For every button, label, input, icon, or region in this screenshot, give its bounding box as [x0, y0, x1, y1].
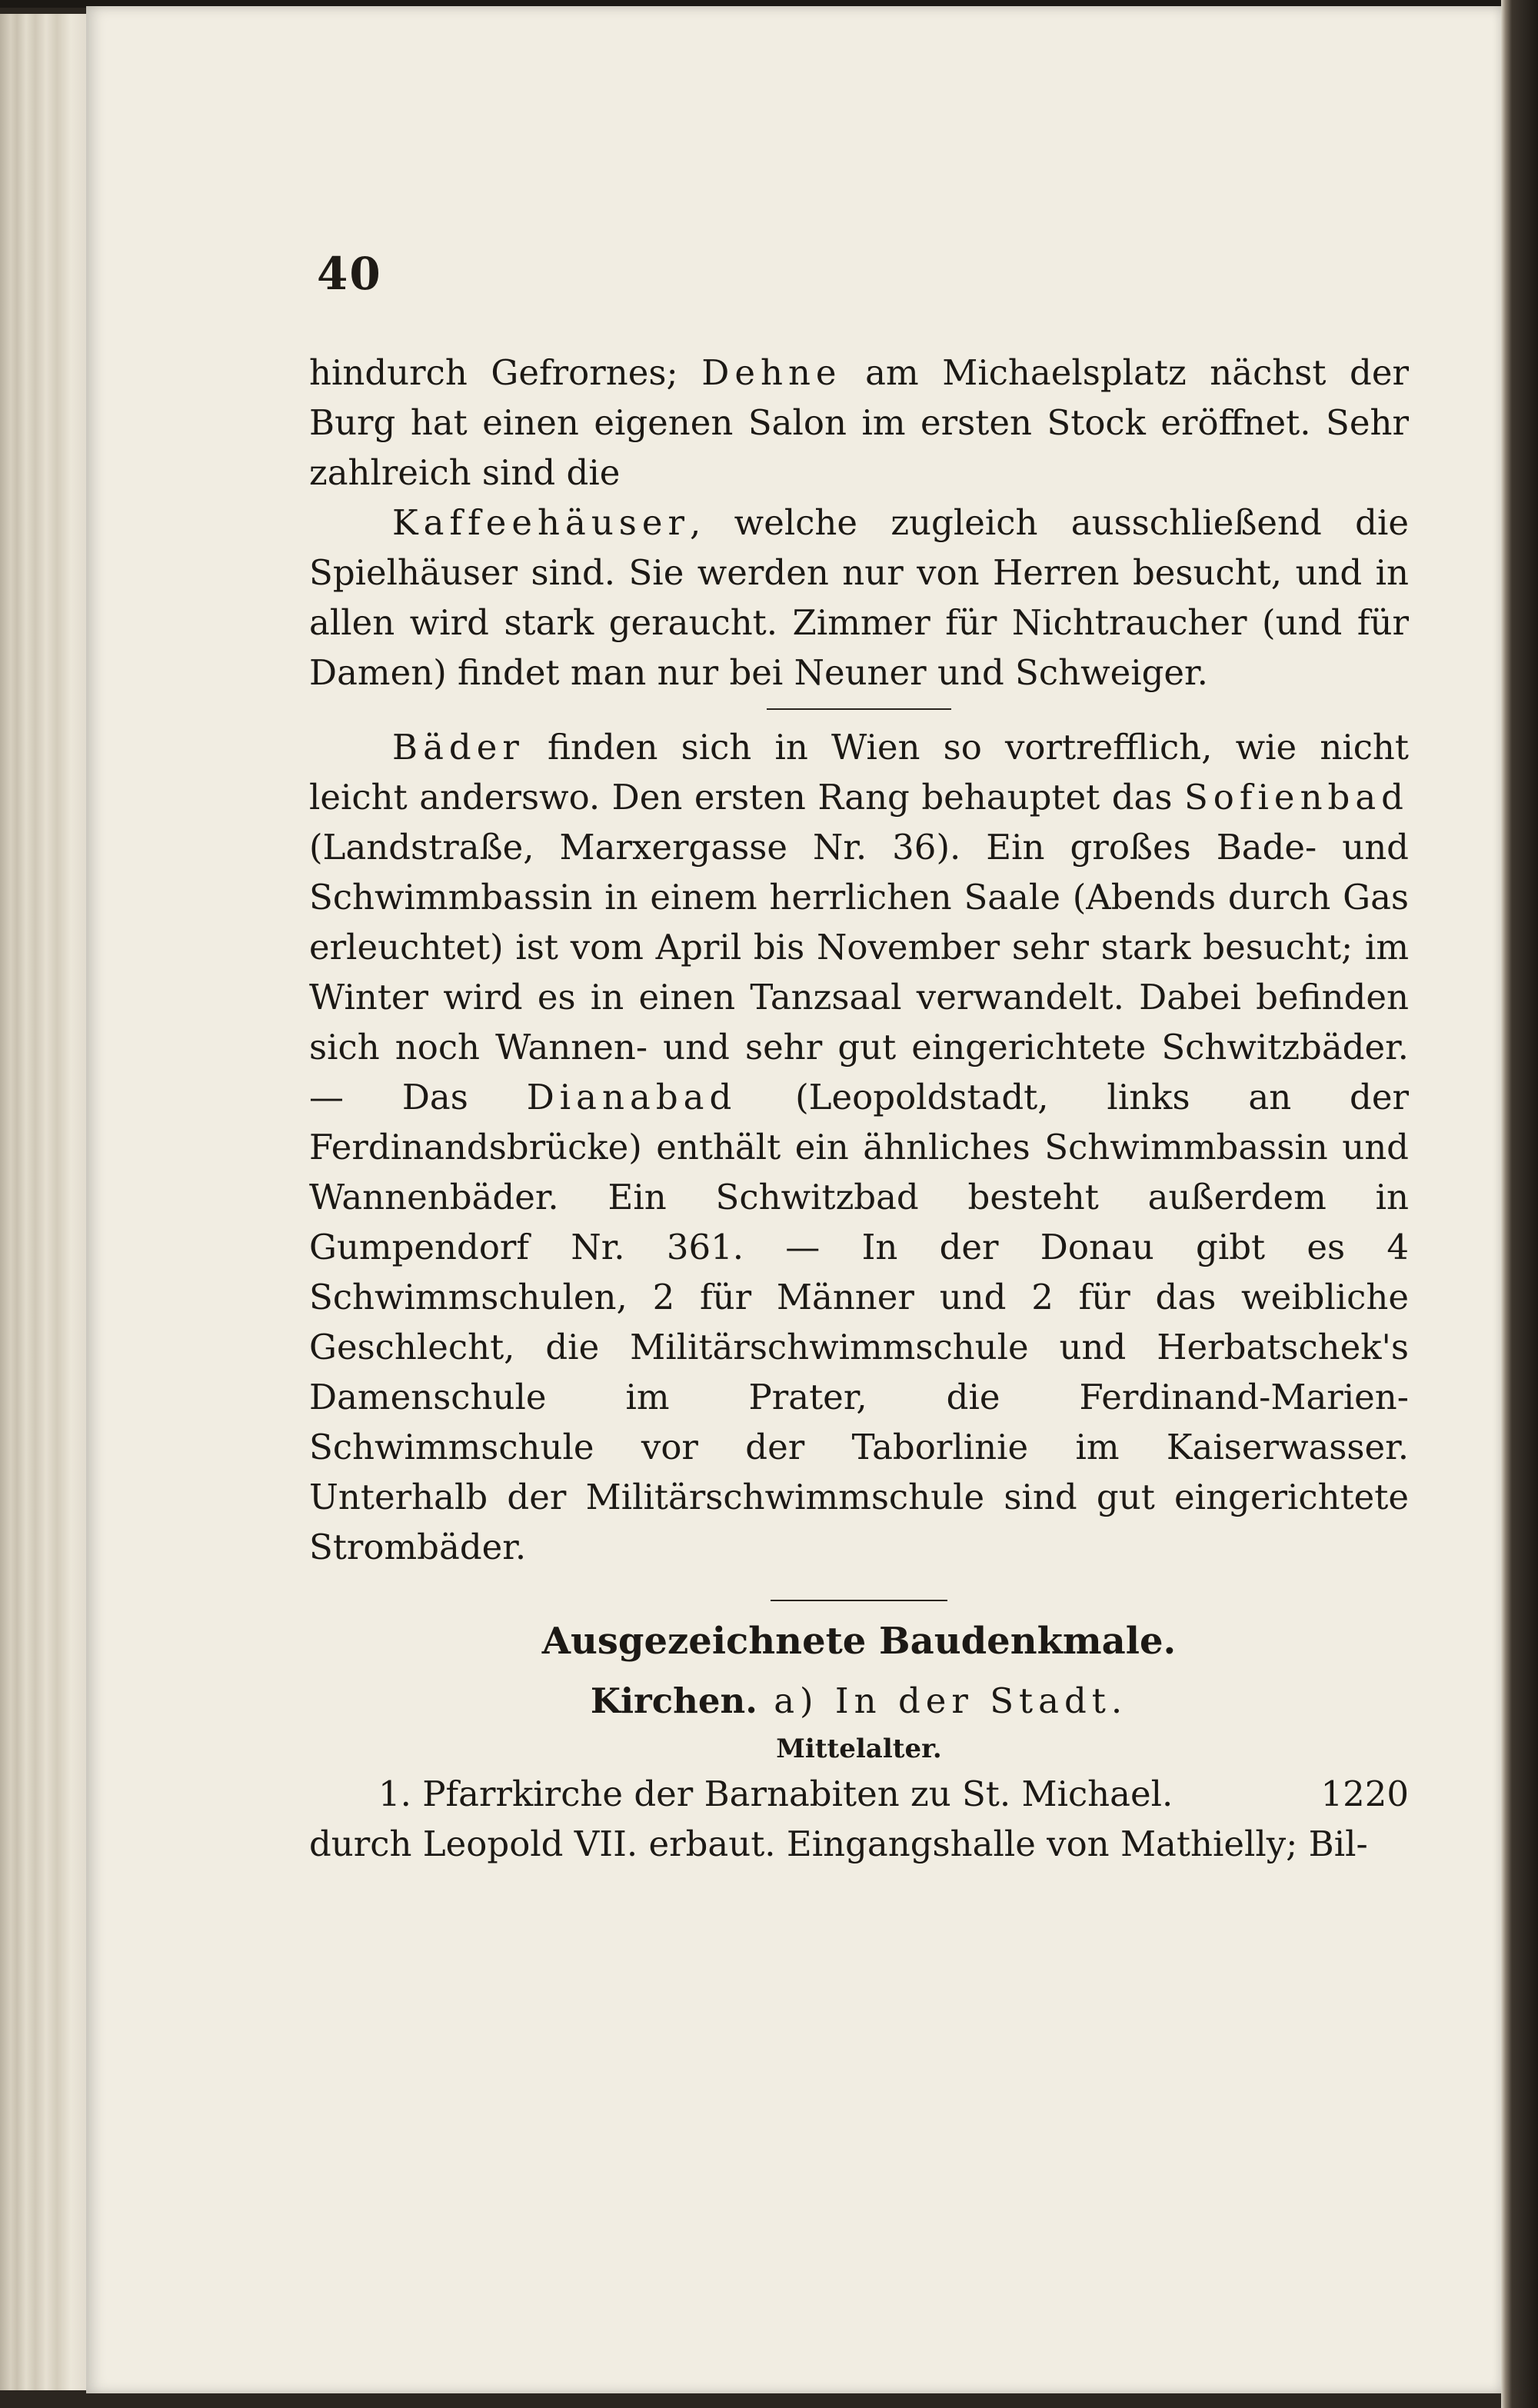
entry-title: 1. Pfarrkirche der Barnabiten zu St. Michael. [378, 1774, 1173, 1814]
body-text [309, 348, 1409, 1869]
spine-shadow [1501, 0, 1538, 2408]
entry-continuation: durch Leopold VII. erbaut. Eingangshalle von Mathielly; Bil- [309, 1823, 1368, 1864]
paragraph-baeder: Bäder finden sich in Wien so vortrefflich, wie nicht leicht anderswo. Den ersten Rang behauptet das Sofienbad (Landstraße, Marxergasse Nr. 36). Ein großes Bade- und Schwimmbassin in einem herrlichen Saale (Abends durch Gas erleuchtet) ist vom April bis November sehr stark besucht; im Winter wird es in einen Tanzsaal verwandelt. Dabei befinden sich noch Wannen- und sehr gut eingerichtete Schwitzbäder. — Das Dianabad (Leopoldstadt, links an der Ferdinandsbrücke) enthält ein ähnliches Schwimmbassin und Wannenbäder. Ein Schwitzbad besteht außerdem in Gumpendorf Nr. 361. — In der Donau gibt es 4 Schwimmschulen, 2 für Männer und 2 für das weibliche Geschlecht, die Militärschwimmschule und Herbatschek's Damenschule im Prater, die Ferdinand-Marien-Schwimmschule vor der Taborlinie im Kaiserwasser. Unterhalb der Militärschwimmschule sind gut eingerichtete Strombäder. [309, 727, 1410, 1567]
spaced-term-baeder: Bäder [392, 727, 524, 768]
spaced-term-kaffeehaeuser: Kaffeehäuser [392, 502, 691, 543]
section-divider [767, 708, 951, 710]
page-edges [0, 14, 100, 2390]
section-divider-2 [771, 1600, 947, 1601]
spaced-name-dehne: Dehne [701, 352, 842, 393]
entry-year: 1220 [1320, 1774, 1409, 1814]
section-heading: Ausgezeichnete Baudenkmale. [541, 1620, 1177, 1663]
church-entry [309, 1769, 1409, 1819]
subsection-location: a) In der Stadt. [757, 1680, 1128, 1721]
subsection-heading [309, 1676, 1409, 1726]
paragraph-kaffeehaeuser: Kaffeehäuser, welche zugleich ausschließend die Spielhäuser sind. Sie werden nur von Herren besucht, und in allen wird stark geraucht. Zimmer für Nichtraucher (und für Damen) findet man nur bei Neuner und Schweiger. [309, 502, 1409, 693]
subsection-label: Kirchen. [590, 1680, 757, 1721]
spaced-name-dianabad: Dianabad [526, 1077, 737, 1117]
page-number: 40 [317, 248, 382, 300]
paragraph-gefrornes: hindurch Gefrornes; Dehne am Michaelsplatz nächst der Burg hat einen eigenen Salon im ersten Stock eröffnet. Sehr zahlreich sind die [309, 352, 1409, 493]
spaced-name-sofienbad: Sofienbad [1183, 777, 1409, 818]
period-label: Mittelalter. [776, 1734, 942, 1764]
